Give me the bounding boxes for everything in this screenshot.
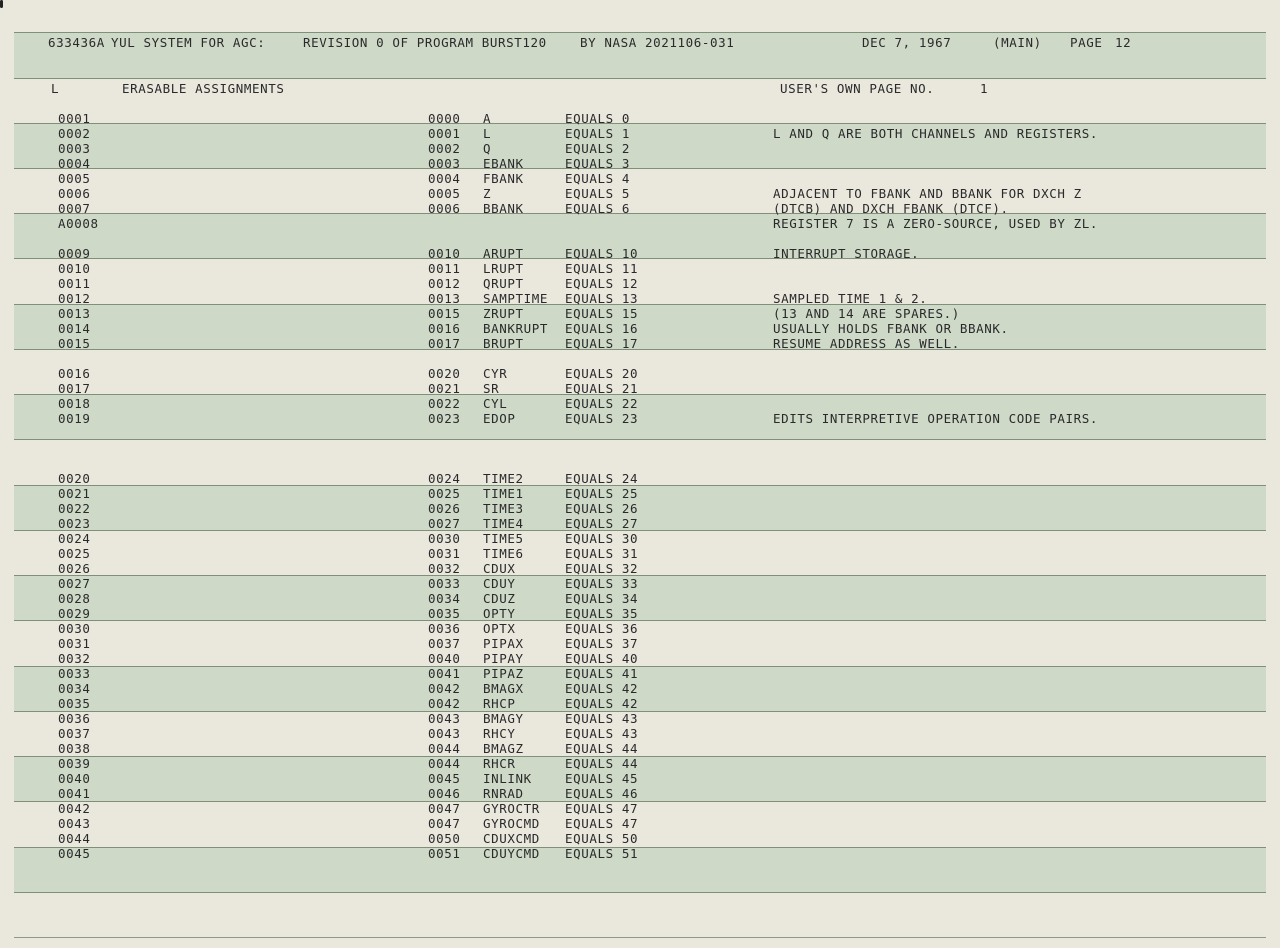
header-author: BY NASA 2021106-031 [580,35,735,50]
binder-hole [0,0,3,8]
row-symbol: OPTY [483,606,516,621]
header-revision: REVISION 0 OF PROGRAM BURST120 [303,35,547,50]
row-line-number: 0010 [58,261,91,276]
row-line-number: 0031 [58,636,91,651]
row-line-number: 0037 [58,726,91,741]
row-address: 0047 [428,816,461,831]
row-line-number: 0014 [58,321,91,336]
row-symbol: FBANK [483,171,524,186]
row-line-number: 0042 [58,801,91,816]
row-address: 0023 [428,411,461,426]
row-operation: EQUALS 21 [565,381,639,396]
row-operation: EQUALS 13 [565,291,639,306]
row-address: 0035 [428,606,461,621]
row-symbol: BMAGZ [483,741,524,756]
row-line-number: 0043 [58,816,91,831]
row-comment: EDITS INTERPRETIVE OPERATION CODE PAIRS. [773,411,1099,426]
row-address: 0003 [428,156,461,171]
row-symbol: BMAGY [483,711,524,726]
row-symbol: CDUYCMD [483,846,540,861]
row-address: 0043 [428,726,461,741]
row-address: 0013 [428,291,461,306]
row-address: 0026 [428,501,461,516]
row-comment: RESUME ADDRESS AS WELL. [773,336,960,351]
row-operation: EQUALS 0 [565,111,631,126]
row-operation: EQUALS 23 [565,411,639,426]
row-address: 0006 [428,201,461,216]
row-address: 0051 [428,846,461,861]
row-address: 0042 [428,681,461,696]
row-operation: EQUALS 22 [565,396,639,411]
row-address: 0027 [428,516,461,531]
row-operation: EQUALS 27 [565,516,639,531]
row-operation: EQUALS 26 [565,501,639,516]
row-symbol: Q [483,141,492,156]
row-symbol: TIME3 [483,501,524,516]
row-address: 0042 [428,696,461,711]
row-symbol: CDUZ [483,591,516,606]
row-operation: EQUALS 41 [565,666,639,681]
row-line-number: 0021 [58,486,91,501]
paper-rule [14,937,1266,938]
row-address: 0020 [428,366,461,381]
row-address: 0032 [428,561,461,576]
row-operation: EQUALS 46 [565,786,639,801]
row-address: 0034 [428,591,461,606]
row-line-number: 0018 [58,396,91,411]
printout-sheet [14,0,1266,948]
row-operation: EQUALS 10 [565,246,639,261]
row-line-number: 0044 [58,831,91,846]
row-operation: EQUALS 1 [565,126,631,141]
row-symbol: BBANK [483,201,524,216]
row-symbol: RNRAD [483,786,524,801]
row-operation: EQUALS 47 [565,816,639,831]
row-symbol: TIME2 [483,471,524,486]
row-line-number: 0028 [58,591,91,606]
row-line-number: 0002 [58,126,91,141]
row-operation: EQUALS 2 [565,141,631,156]
row-line-number: 0016 [58,366,91,381]
row-line-number: 0005 [58,171,91,186]
row-address: 0015 [428,306,461,321]
row-operation: EQUALS 35 [565,606,639,621]
row-address: 0010 [428,246,461,261]
row-comment: (13 AND 14 ARE SPARES.) [773,306,960,321]
row-address: 0043 [428,711,461,726]
row-address: 0017 [428,336,461,351]
header-page-number: 12 [1115,35,1132,50]
row-line-number: 0020 [58,471,91,486]
row-symbol: PIPAZ [483,666,524,681]
row-operation: EQUALS 24 [565,471,639,486]
row-symbol: Z [483,186,492,201]
row-address: 0036 [428,621,461,636]
row-operation: EQUALS 33 [565,576,639,591]
row-address: 0045 [428,771,461,786]
row-line-number: 0036 [58,711,91,726]
row-symbol: A [483,111,492,126]
row-comment: (DTCB) AND DXCH FBANK (DTCF). [773,201,1009,216]
row-address: 0037 [428,636,461,651]
row-operation: EQUALS 30 [565,531,639,546]
header-page-label: PAGE [1070,35,1103,50]
row-operation: EQUALS 16 [565,321,639,336]
row-operation: EQUALS 36 [565,621,639,636]
row-address: 0001 [428,126,461,141]
row-operation: EQUALS 3 [565,156,631,171]
row-symbol: TIME4 [483,516,524,531]
row-operation: EQUALS 6 [565,201,631,216]
row-operation: EQUALS 40 [565,651,639,666]
row-line-number: 0040 [58,771,91,786]
row-symbol: EBANK [483,156,524,171]
row-line-number: 0034 [58,681,91,696]
paper-band [14,847,1266,893]
row-address: 0012 [428,276,461,291]
row-operation: EQUALS 42 [565,681,639,696]
row-line-number: 0033 [58,666,91,681]
row-address: 0030 [428,531,461,546]
row-operation: EQUALS 17 [565,336,639,351]
row-operation: EQUALS 20 [565,366,639,381]
row-symbol: INLINK [483,771,532,786]
row-line-number: 0006 [58,186,91,201]
row-operation: EQUALS 47 [565,801,639,816]
row-symbol: PIPAX [483,636,524,651]
header-date: DEC 7, 1967 [862,35,952,50]
row-line-number: 0045 [58,846,91,861]
row-operation: EQUALS 43 [565,711,639,726]
row-line-number: 0004 [58,156,91,171]
row-address: 0041 [428,666,461,681]
row-line-number: 0038 [58,741,91,756]
row-operation: EQUALS 42 [565,696,639,711]
row-line-number: 0041 [58,786,91,801]
row-line-number: 0029 [58,606,91,621]
paper-band [14,304,1266,350]
row-comment: INTERRUPT STORAGE. [773,246,920,261]
subheader-title: ERASABLE ASSIGNMENTS [122,81,285,96]
row-line-number: A0008 [58,216,99,231]
row-line-number: 0015 [58,336,91,351]
row-operation: EQUALS 50 [565,831,639,846]
row-address: 0005 [428,186,461,201]
row-symbol: CYR [483,366,508,381]
row-comment: SAMPLED TIME 1 & 2. [773,291,928,306]
row-line-number: 0039 [58,756,91,771]
row-symbol: RHCY [483,726,516,741]
row-address: 0016 [428,321,461,336]
row-symbol: CDUXCMD [483,831,540,846]
row-address: 0033 [428,576,461,591]
row-line-number: 0023 [58,516,91,531]
subheader-type-code: L [51,81,60,96]
row-symbol: RHCP [483,696,516,711]
row-symbol: QRUPT [483,276,524,291]
row-symbol: GYROCTR [483,801,540,816]
row-line-number: 0025 [58,546,91,561]
row-symbol: OPTX [483,621,516,636]
row-line-number: 0013 [58,306,91,321]
row-line-number: 0030 [58,621,91,636]
row-symbol: ZRUPT [483,306,524,321]
row-operation: EQUALS 43 [565,726,639,741]
row-line-number: 0027 [58,576,91,591]
row-symbol: RHCR [483,756,516,771]
row-symbol: LRUPT [483,261,524,276]
row-address: 0000 [428,111,461,126]
row-symbol: CDUX [483,561,516,576]
row-operation: EQUALS 12 [565,276,639,291]
row-address: 0046 [428,786,461,801]
row-line-number: 0022 [58,501,91,516]
paper-band [14,575,1266,621]
row-symbol: TIME1 [483,486,524,501]
row-address: 0040 [428,651,461,666]
row-comment: ADJACENT TO FBANK AND BBANK FOR DXCH Z [773,186,1082,201]
row-address: 0021 [428,381,461,396]
row-operation: EQUALS 4 [565,171,631,186]
header-job-id: 633436A [48,35,105,50]
paper-band [14,666,1266,712]
row-symbol: CYL [483,396,508,411]
row-line-number: 0012 [58,291,91,306]
row-operation: EQUALS 34 [565,591,639,606]
subheader-users-page-label: USER'S OWN PAGE NO. [780,81,935,96]
row-line-number: 0035 [58,696,91,711]
row-symbol: BANKRUPT [483,321,549,336]
row-symbol: BMAGX [483,681,524,696]
row-address: 0002 [428,141,461,156]
row-symbol: TIME5 [483,531,524,546]
row-symbol: ARUPT [483,246,524,261]
row-comment: USUALLY HOLDS FBANK OR BBANK. [773,321,1009,336]
row-address: 0022 [428,396,461,411]
row-symbol: CDUY [483,576,516,591]
row-address: 0047 [428,801,461,816]
row-comment: L AND Q ARE BOTH CHANNELS AND REGISTERS. [773,126,1099,141]
row-symbol: TIME6 [483,546,524,561]
row-operation: EQUALS 37 [565,636,639,651]
header-section: (MAIN) [993,35,1042,50]
row-symbol: GYROCMD [483,816,540,831]
row-line-number: 0019 [58,411,91,426]
row-line-number: 0007 [58,201,91,216]
row-operation: EQUALS 44 [565,756,639,771]
row-address: 0004 [428,171,461,186]
row-operation: EQUALS 5 [565,186,631,201]
row-operation: EQUALS 25 [565,486,639,501]
row-address: 0011 [428,261,461,276]
row-symbol: EDOP [483,411,516,426]
row-address: 0025 [428,486,461,501]
row-symbol: PIPAY [483,651,524,666]
header-system: YUL SYSTEM FOR AGC: [111,35,266,50]
row-comment: REGISTER 7 IS A ZERO-SOURCE, USED BY ZL. [773,216,1099,231]
row-symbol: BRUPT [483,336,524,351]
row-operation: EQUALS 51 [565,846,639,861]
row-operation: EQUALS 32 [565,561,639,576]
subheader-users-page-number: 1 [980,81,989,96]
paper-band [14,485,1266,531]
row-line-number: 0017 [58,381,91,396]
row-address: 0024 [428,471,461,486]
row-line-number: 0003 [58,141,91,156]
row-line-number: 0026 [58,561,91,576]
row-operation: EQUALS 44 [565,741,639,756]
row-address: 0044 [428,741,461,756]
row-operation: EQUALS 11 [565,261,639,276]
row-operation: EQUALS 15 [565,306,639,321]
row-line-number: 0032 [58,651,91,666]
row-symbol: L [483,126,492,141]
row-address: 0050 [428,831,461,846]
row-line-number: 0001 [58,111,91,126]
row-line-number: 0024 [58,531,91,546]
row-address: 0031 [428,546,461,561]
row-operation: EQUALS 45 [565,771,639,786]
row-line-number: 0011 [58,276,91,291]
row-address: 0044 [428,756,461,771]
row-line-number: 0009 [58,246,91,261]
row-symbol: SAMPTIME [483,291,549,306]
paper-band [14,756,1266,802]
row-symbol: SR [483,381,500,396]
row-operation: EQUALS 31 [565,546,639,561]
